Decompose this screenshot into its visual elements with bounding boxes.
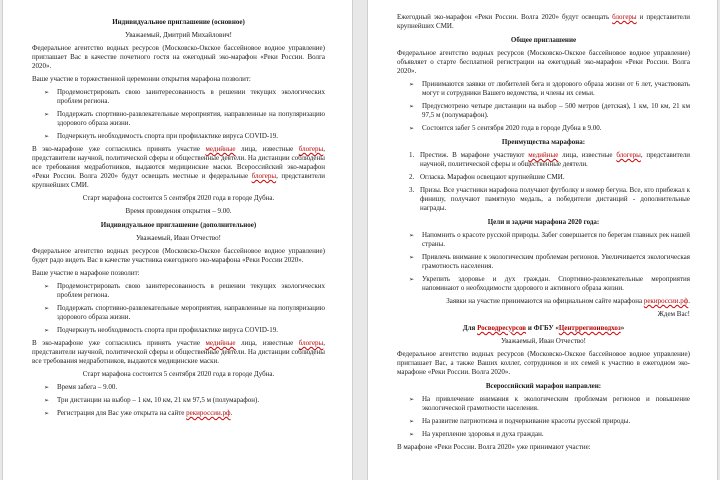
arrow-bullet-marker: ➢ [44, 283, 50, 290]
list-item-text [422, 124, 690, 133]
list-item [397, 186, 690, 213]
list-item [32, 304, 325, 322]
doc-heading [397, 138, 690, 147]
text-run: Ваше участие в марафоне позволит: [32, 269, 140, 277]
text-run: Привлечь внимание к экологическим проблемам регионов. Увеличивается экологическая грамотность населения. [422, 253, 690, 270]
doc-paragraph [397, 310, 690, 319]
list-item [397, 275, 690, 293]
list-item-text [57, 132, 325, 141]
text-run: Продемонстрировать свою заинтересованность в решении текущих экологических проблем региона. [57, 282, 325, 299]
text-run: Время проведения открытия – 9.00. [125, 207, 232, 215]
text-run: Ждем Вас! [657, 310, 690, 318]
doc-paragraph [32, 145, 325, 190]
text-run: Предусмотрено четыре дистанции на выбор – 500 метров (детская), 1 км, 10 км, 21 км 97,5 м (полумарафон). [422, 102, 690, 119]
spellcheck-flagged-word: Центррегионводхоз [558, 324, 621, 332]
text-run: Цели и задачи марафона 2020 года: [487, 218, 600, 226]
arrow-bullet-marker: ➢ [44, 397, 50, 404]
text-run: Уважаемый, Дмитрий Михайлович! [125, 31, 232, 39]
list-item-text [422, 102, 690, 120]
spellcheck-flagged-word: рекироссии.рф [643, 297, 689, 305]
text-run: Напомнить о красоте русской природы. Забег совершается по берегам главных рек нашей страны. [422, 231, 690, 248]
list-item-text [422, 430, 690, 439]
text-run: Регистрация для Вас уже открыта на сайте [57, 409, 187, 417]
arrow-bullet-marker: ➢ [44, 111, 50, 118]
text-run: и представители крупнейших СМИ. [397, 13, 690, 30]
arrow-bullet-marker: ➢ [409, 276, 415, 283]
text-run: Время забега – 9.00. [57, 383, 118, 391]
spellcheck-flagged-word: медийные [528, 151, 559, 159]
doc-paragraph [32, 75, 325, 84]
list-number-marker: 1. [409, 151, 415, 159]
spellcheck-flagged-word: медийные [205, 145, 236, 153]
doc-paragraph [397, 297, 690, 306]
doc-heading [397, 382, 690, 391]
text-run: лица, известные [558, 151, 617, 159]
list-item [397, 102, 690, 120]
list-item-text [57, 396, 325, 405]
text-run: Всероссийский марафон направлен: [485, 382, 602, 390]
list-item-text [420, 151, 690, 169]
document-page-1[interactable] [2, 0, 353, 480]
arrow-bullet-marker: ➢ [44, 327, 50, 334]
text-run: Уважаемый, Иван Отчество! [501, 337, 586, 345]
arrow-bullet-marker: ➢ [44, 410, 50, 417]
list-item [32, 282, 325, 300]
list-item-text [422, 253, 690, 271]
text-run: Три дистанции на выбор – 1 км, 10 км, 21 км 97,5 м (полумарафон). [57, 396, 260, 404]
list-item-text [57, 409, 325, 418]
doc-heading [397, 36, 690, 45]
text-run: Индивидуальное приглашение (дополнительное) [100, 221, 257, 229]
list-item [397, 80, 690, 98]
list-item-text [422, 80, 690, 98]
spellcheck-flagged-word: блогеры [251, 172, 277, 180]
list-item [397, 417, 690, 426]
text-run: » [620, 324, 625, 332]
list-item-text [57, 326, 325, 335]
text-run: . [688, 297, 690, 305]
text-run: Продемонстрировать свою заинтересованность в решении текущих экологических проблем региона. [57, 88, 325, 105]
text-run: Федеральное агентство водных ресурсов (Московско-Окское бассейновое водное управление) приглашает Вас в качестве почетного гостя на ежегодный эко-марафон «Реки России. Волга 2020». [32, 44, 325, 70]
text-run: Преимущества марафона: [501, 138, 586, 146]
doc-paragraph [32, 31, 325, 40]
arrow-bullet-marker: ➢ [44, 384, 50, 391]
text-run: , представители научной, политической сферы и общественные деятели. [420, 151, 691, 168]
text-run: Общее приглашение [510, 36, 577, 44]
doc-paragraph [397, 443, 690, 452]
text-run: Огласка. Марафон освещают крупнейшие СМИ. [420, 173, 565, 181]
text-run: Подчеркнуть необходимость спорта при профилактике вируса COVID-19. [57, 326, 278, 334]
list-item-text [420, 186, 690, 213]
list-item [32, 110, 325, 128]
doc-paragraph [32, 247, 325, 265]
doc-heading [32, 18, 325, 27]
arrow-bullet-marker: ➢ [409, 232, 415, 239]
text-run: Принимаются заявки от любителей бега и здорового образа жизни от 6 лет, участвовать могут и сотрудники Вашего ведомства, и члены их семьи. [422, 80, 690, 97]
text-run: Состоится забег 5 сентября 2020 года в городе Дубна в 9.00. [422, 124, 602, 132]
list-item [32, 396, 325, 405]
arrow-bullet-marker: ➢ [44, 89, 50, 96]
list-item-text [57, 110, 325, 128]
list-item [397, 395, 690, 413]
list-number-marker: 2. [409, 173, 415, 181]
spellcheck-flagged-word: блогеры [616, 151, 641, 159]
text-run: Ежегодный эко-марафон «Реки России. Волга 2020» будут освещать [397, 13, 613, 21]
text-run: Престиж. В марафоне участвуют [420, 151, 529, 159]
arrow-bullet-marker: ➢ [409, 396, 415, 403]
list-item [397, 124, 690, 133]
text-run: Индивидуальное приглашение (основное) [112, 18, 245, 26]
doc-paragraph [397, 13, 690, 31]
text-run: Федеральное агентство водных ресурсов (Московско-Окское бассейновое водное управление) приглашает Вас, а также Ваших коллег, сотрудников и их семей к участию в ежегодном эко-марафоне «Реки России. Волга 2020». [397, 350, 690, 376]
list-item-text [422, 231, 690, 249]
list-item [32, 88, 325, 106]
text-run: . [230, 409, 233, 417]
list-item-text [57, 282, 325, 300]
arrow-bullet-marker: ➢ [409, 431, 415, 438]
list-item-text [422, 395, 690, 413]
list-item-text [420, 173, 690, 182]
text-run: Укрепить здоровье и дух граждан. Спортивно-развлекательные мероприятия напоминают о необходимости здорового и активного образа жизни. [422, 275, 690, 292]
doc-paragraph [32, 44, 325, 71]
doc-paragraph [32, 234, 325, 243]
arrow-bullet-marker: ➢ [409, 125, 415, 132]
document-page-2[interactable] [367, 0, 718, 480]
text-run: На привлечение внимания к экологическим проблемам регионов и повышение экологической грамотности населения. [422, 395, 690, 412]
text-run: Поддержать спортивно-развлекательные мероприятия, направленные на популяризацию здорового образа жизни. [57, 304, 325, 321]
list-number-marker: 3. [409, 186, 415, 194]
arrow-bullet-marker: ➢ [409, 418, 415, 425]
text-run: лица, известные [235, 145, 299, 153]
doc-paragraph [32, 339, 325, 366]
text-run: Ваше участие в торжественной церемонии открытия марафона позволит: [32, 75, 251, 83]
list-item-text [57, 304, 325, 322]
text-run: и ФГБУ « [526, 324, 559, 332]
list-item [397, 231, 690, 249]
list-item [32, 409, 325, 418]
doc-paragraph [397, 337, 690, 346]
spellcheck-flagged-word: блогеры [298, 145, 324, 153]
list-item-text [422, 275, 690, 293]
text-run: Старт марафона состоится 5 сентября 2020 года в городе Дубна. [82, 370, 275, 378]
text-run: Призы. Все участники марафона получают футболку и номер бегуна. Все, кто прибежал к финишу, получают памятную медаль, а победители дистанций - дополнительные награды. [420, 186, 690, 212]
doc-heading [397, 218, 690, 227]
arrow-bullet-marker: ➢ [409, 254, 415, 261]
spellcheck-flagged-word: медийные [205, 339, 236, 347]
text-run: лица, известные [235, 339, 299, 347]
doc-paragraph [32, 194, 325, 203]
text-run: Федеральное агентство водных ресурсов (Московско-Окское бассейновое водное управление) будет радо видеть Вас в качестве участника ежегодного эко-марафона «Реки России 2020». [32, 247, 325, 264]
spellcheck-flagged-word: Росводресурсов [477, 324, 527, 332]
list-item [32, 132, 325, 141]
text-run: На развитие патриотизма и подчеркивание красоты русской природы. [422, 417, 631, 425]
doc-heading [32, 221, 325, 230]
list-item [397, 430, 690, 439]
list-item [32, 383, 325, 392]
spellcheck-flagged-word: блогеры [612, 13, 637, 21]
doc-paragraph [397, 350, 690, 377]
text-run: Старт марафона состоится 5 сентября 2020 года в городе Дубна. [82, 194, 275, 202]
text-run: В марафоне «Реки России. Волга 2020» уже принимают участие: [397, 443, 591, 451]
text-run: В эко-марафоне уже согласились принять участие [32, 339, 206, 347]
list-item-text [422, 417, 690, 426]
list-item [397, 253, 690, 271]
doc-heading [397, 324, 690, 333]
list-item-text [57, 383, 325, 392]
text-run: Для [462, 324, 478, 332]
text-run: На укрепление здоровья и духа граждан. [422, 430, 544, 438]
text-run: В эко-марафоне уже согласились принять участие [32, 145, 206, 153]
text-run: Заявки на участие принимаются на официальном сайте марафона [446, 297, 644, 305]
text-run: , представители научной, политической сферы и общественные деятели. На дистанции соблюдены все требования медработников, выдаются медицинские маски. [32, 339, 326, 365]
text-run: Подчеркнуть необходимость спорта при профилактике вируса COVID-19. [57, 132, 278, 140]
doc-paragraph [397, 49, 690, 76]
list-item [397, 173, 690, 182]
text-run: Поддержать спортивно-развлекательные мероприятия, направленные на популяризацию здорового образа жизни. [57, 110, 325, 127]
text-run: , представители научной, политической сферы и общественные деятели. На дистанции соблюдены все требования медработников, выдаются медицинские маски. Всероссийский эко-марафон «Реки России. Волга 2020» будут освещать местные и федеральные [32, 145, 326, 180]
doc-paragraph [32, 207, 325, 216]
arrow-bullet-marker: ➢ [44, 305, 50, 312]
arrow-bullet-marker: ➢ [409, 81, 415, 88]
list-item-text [57, 88, 325, 106]
arrow-bullet-marker: ➢ [44, 133, 50, 140]
arrow-bullet-marker: ➢ [409, 103, 415, 110]
text-run: , представители крупнейших СМИ. [32, 172, 325, 189]
spellcheck-flagged-word: рекироссии.рф [186, 409, 231, 417]
doc-paragraph [32, 269, 325, 278]
text-run: Федеральное агентство водных ресурсов (Московско-Окское бассейновое водное управление) объявляет о старте бесплатной регистрации на ежегодный эко-марафон «Реки России. Волга 2020». [397, 49, 690, 75]
doc-paragraph [32, 370, 325, 379]
text-run: Уважаемый, Иван Отчество! [136, 234, 221, 242]
list-item [397, 151, 690, 169]
spellcheck-flagged-word: блогеры [298, 339, 324, 347]
list-item [32, 326, 325, 335]
